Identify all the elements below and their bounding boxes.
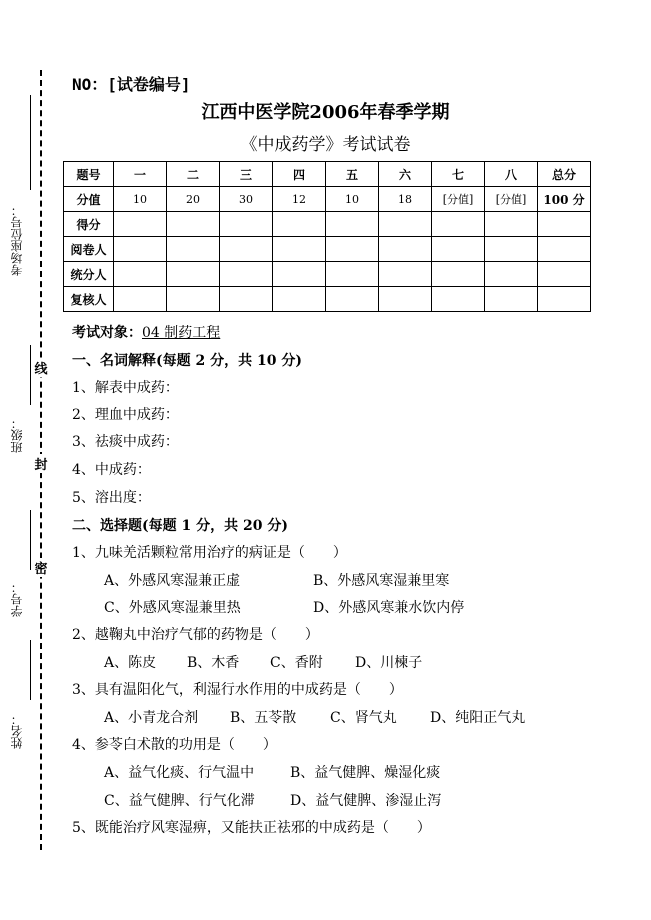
blank-cell	[485, 262, 538, 287]
points-label: 分值	[64, 187, 114, 212]
q3-option-a: A、小青龙合剂	[104, 710, 199, 726]
points-total-cell: 100 分	[538, 187, 591, 212]
table-header-row	[64, 162, 591, 187]
class-label: 班级：	[10, 417, 24, 454]
seal-text-seal: 封	[32, 454, 50, 473]
blank-cell	[538, 287, 591, 312]
table-head-cell: 一	[114, 162, 167, 187]
section1-item: 4、中成药：	[72, 462, 151, 478]
blank-cell	[379, 237, 432, 262]
blank-cell	[167, 237, 220, 262]
section1-item: 3、祛痰中成药：	[72, 434, 179, 450]
row-label: 得分	[64, 212, 114, 237]
row-label: 阅卷人	[64, 237, 114, 262]
points-cell: 12	[273, 187, 326, 212]
q4-option-b: B、益气健脾、燥湿化痰	[290, 765, 441, 781]
blank-cell	[485, 237, 538, 262]
exam-target-label: 考试对象：	[72, 325, 142, 341]
q2-option-d: D、川楝子	[355, 655, 423, 671]
points-cell: 20	[167, 187, 220, 212]
table-head-cell: 三	[220, 162, 273, 187]
blank-cell	[326, 237, 379, 262]
question-3: 3、具有温阳化气，利湿行水作用的中成药是（ ）	[72, 682, 403, 698]
points-cell: 10	[114, 187, 167, 212]
row-label: 统分人	[64, 262, 114, 287]
blank-cell	[273, 212, 326, 237]
q2-option-c: C、香附	[270, 655, 323, 671]
blank-cell	[114, 212, 167, 237]
table-head-cell: 七	[432, 162, 485, 187]
blank-cell	[273, 262, 326, 287]
table-head-cell: 二	[167, 162, 220, 187]
q1-option-b: B、外感风寒湿兼里寒	[313, 573, 450, 589]
blank-cell	[379, 212, 432, 237]
blank-cell	[538, 212, 591, 237]
table-score-row	[64, 212, 591, 237]
blank-cell	[432, 237, 485, 262]
blank-cell	[432, 212, 485, 237]
q2-option-a: A、陈皮	[104, 655, 157, 671]
table-grader-row	[64, 237, 591, 262]
section1-item: 5、溶出度：	[72, 490, 151, 506]
table-tally-row	[64, 262, 591, 287]
exam-target-value: 04 制药工程	[142, 325, 221, 341]
table-review-row	[64, 287, 591, 312]
blank-cell	[485, 287, 538, 312]
blank-cell	[114, 287, 167, 312]
blank-cell	[326, 212, 379, 237]
seat-number-label: 考场座位号：	[10, 204, 24, 276]
blank-cell	[326, 262, 379, 287]
blank-cell	[167, 287, 220, 312]
points-cell: [分值]	[432, 187, 485, 212]
blank-cell	[220, 212, 273, 237]
exam-target	[72, 322, 220, 342]
points-cell: 10	[326, 187, 379, 212]
q2-option-b: B、木香	[187, 655, 240, 671]
q3-option-b: B、五苓散	[230, 710, 297, 726]
student-id-label: 学号：	[10, 581, 24, 617]
table-points-row	[64, 187, 591, 212]
blank-cell	[114, 237, 167, 262]
school-term-title: 江西中医学院2006年春季学期	[201, 102, 450, 123]
q3-option-d: D、纯阳正气丸	[430, 710, 526, 726]
blank-cell	[114, 262, 167, 287]
blank-cell	[220, 287, 273, 312]
name-line	[30, 640, 31, 700]
q4-option-a: A、益气化痰、行气温中	[104, 765, 255, 781]
table-head-cell: 五	[326, 162, 379, 187]
blank-cell	[326, 287, 379, 312]
blank-cell	[379, 287, 432, 312]
blank-cell	[273, 287, 326, 312]
q1-option-a: A、外感风寒湿兼正虚	[104, 573, 241, 589]
question-1: 1、九味羌活颗粒常用治疗的病证是（ ）	[72, 545, 347, 561]
table-head-cell: 八	[485, 162, 538, 187]
points-cell: [分值]	[485, 187, 538, 212]
q3-option-c: C、肾气丸	[330, 710, 397, 726]
class-line	[30, 345, 31, 405]
points-cell: 18	[379, 187, 432, 212]
blank-cell	[273, 237, 326, 262]
section1-item: 1、解表中成药：	[72, 380, 179, 396]
table-head-cell: 总分	[538, 162, 591, 187]
seal-text-dense: 密	[32, 558, 50, 577]
q4-option-c: C、益气健脾、行气化滞	[104, 793, 255, 809]
blank-cell	[220, 237, 273, 262]
question-2: 2、越鞠丸中治疗气郁的药物是（ ）	[72, 627, 319, 643]
row-label: 复核人	[64, 287, 114, 312]
seal-text-line: 线	[32, 358, 50, 377]
blank-cell	[538, 262, 591, 287]
blank-cell	[538, 237, 591, 262]
exam-title: 《中成药学》考试试卷	[240, 135, 411, 155]
q4-option-d: D、益气健脾、渗湿止泻	[290, 793, 442, 809]
section2-title: 二、选择题(每题 1 分，共 20 分)	[72, 518, 288, 534]
q1-option-c: C、外感风寒湿兼里热	[104, 600, 241, 616]
blank-cell	[379, 262, 432, 287]
paper-number: NO：[试卷编号]	[72, 75, 191, 94]
table-head-cell: 四	[273, 162, 326, 187]
blank-cell	[220, 262, 273, 287]
blank-cell	[432, 262, 485, 287]
score-table	[63, 161, 591, 312]
section1-title: 一、名词解释(每题 2 分，共 10 分)	[72, 353, 302, 369]
question-5: 5、既能治疗风寒湿痹，又能扶正祛邪的中成药是（ ）	[72, 820, 431, 836]
blank-cell	[432, 287, 485, 312]
question-4: 4、参苓白术散的功用是（ ）	[72, 737, 277, 753]
table-head-cell: 六	[379, 162, 432, 187]
blank-cell	[167, 212, 220, 237]
points-cell: 30	[220, 187, 273, 212]
q1-option-d: D、外感风寒兼水饮内停	[313, 600, 465, 616]
blank-cell	[485, 212, 538, 237]
table-head-cell: 题号	[64, 162, 114, 187]
student-id-line	[30, 510, 31, 570]
section1-item: 2、理血中成药：	[72, 407, 179, 423]
name-label: 姓名：	[10, 713, 24, 749]
blank-cell	[167, 262, 220, 287]
